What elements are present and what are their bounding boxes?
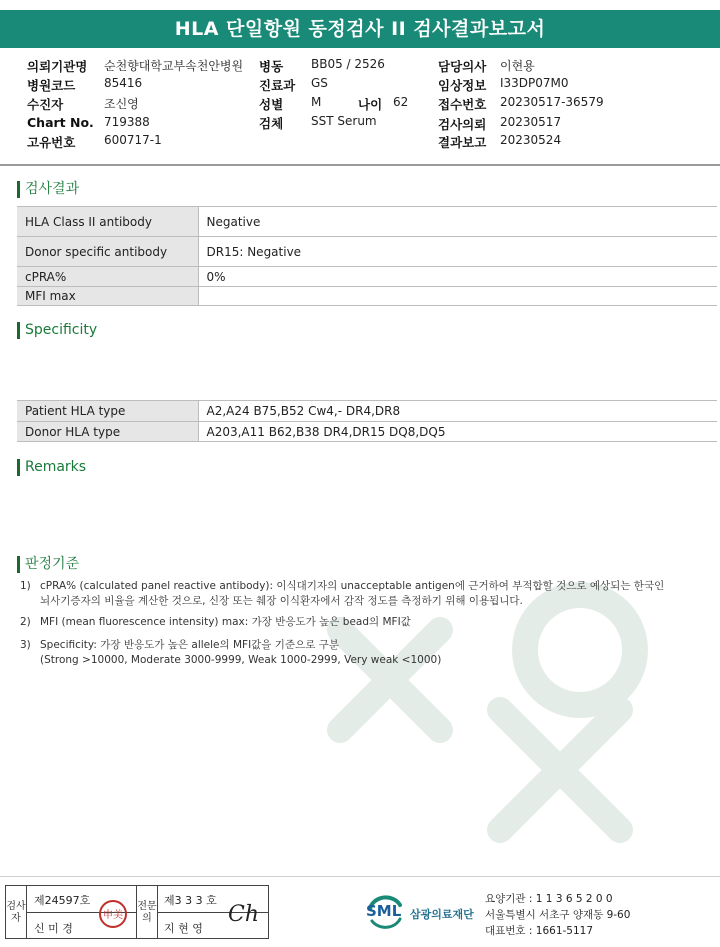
result-value: Negative [198, 207, 717, 237]
specificity-heading: Specificity [17, 321, 97, 339]
age-label: 나이 [358, 97, 383, 112]
institution-label: 의뢰기관명 [27, 59, 88, 74]
table-row [17, 287, 717, 306]
list-item-number: 1) [20, 580, 31, 592]
request-date-value: 20230517 [500, 115, 562, 129]
criteria-text: (Strong >10000, Moderate 3000-9999, Weak 1000-2999, Very weak <1000) [40, 654, 442, 666]
sex-label: 성별 [259, 97, 284, 112]
examiner-license-no: 제24597호 [34, 894, 91, 907]
criteria-heading: 판정기준 [17, 555, 79, 573]
examiner-title: 검사자 [6, 886, 27, 939]
age-value: 62 [393, 95, 409, 109]
chart-no-value: 719388 [104, 115, 150, 129]
receipt-no-label: 접수번호 [438, 97, 487, 112]
report-date-label: 결과보고 [438, 135, 487, 150]
criteria-text: cPRA% (calculated panel reactive antibody): 이식대기자의 unacceptable antigen에 근거하여 부적합할 것으로 예상되는 한국인 [40, 580, 665, 592]
organization-phone: 대표번호 : 1661-5117 [485, 925, 594, 937]
results-heading: 검사결과 [17, 180, 79, 198]
dept-value: GS [311, 76, 328, 90]
institution-value: 순천향대학교부속천안병원 [104, 59, 244, 73]
clinical-info-label: 임상정보 [438, 78, 487, 93]
logo-text: SML [366, 902, 402, 920]
svg-text:申美: 申美 [103, 910, 123, 921]
hospital-code-label: 병원코드 [27, 78, 76, 93]
doctor-value: 이현용 [500, 59, 535, 73]
criteria-list [20, 579, 700, 674]
result-label: Donor specific antibody [17, 237, 198, 267]
list-item [20, 638, 700, 668]
specimen-value: SST Serum [311, 114, 377, 128]
hla-type-label: Donor HLA type [17, 422, 198, 442]
report-date-value: 20230524 [500, 133, 562, 147]
doctor-label: 담당의사 [438, 59, 487, 74]
remarks-heading: Remarks [17, 458, 86, 476]
list-item-number: 2) [20, 616, 31, 628]
table-row [17, 401, 717, 422]
hla-type-table [17, 400, 717, 442]
result-value [198, 287, 717, 306]
header-divider [0, 164, 720, 166]
organization-address: 서울특별시 서초구 양재동 9-60 [485, 909, 631, 921]
ward-label: 병동 [259, 59, 284, 74]
criteria-text: MFI (mean fluorescence intensity) max: 가장 반응도가 높은 bead의 MFI값 [40, 616, 411, 628]
criteria-text: Specificity: 가장 반응도가 높은 allele의 MFI값을 기준으로 구분 [40, 639, 339, 651]
organization-logo [364, 891, 484, 933]
result-label: HLA Class II antibody [17, 207, 198, 237]
signature-box [5, 885, 269, 939]
result-label: cPRA% [17, 267, 198, 287]
criteria-text: 뇌사기증자의 비율을 계산한 것으로, 신장 또는 췌장 이식환자에서 감작 정도를 측정하기 위해 이용됩니다. [40, 595, 523, 607]
unique-no-label: 고유번호 [27, 135, 76, 150]
list-item-number: 3) [20, 639, 31, 651]
hla-type-value: A2,A24 B75,B52 Cw4,- DR4,DR8 [198, 401, 717, 422]
list-item [20, 579, 700, 609]
organization-info [485, 891, 630, 939]
hla-type-label: Patient HLA type [17, 401, 198, 422]
unique-no-value: 600717-1 [104, 133, 162, 147]
ward-value: BB05 / 2526 [311, 57, 385, 71]
table-row [17, 207, 717, 237]
sex-value: M [311, 95, 322, 109]
result-value: DR15: Negative [198, 237, 717, 267]
dept-label: 진료과 [259, 78, 296, 93]
request-date-label: 검사의뢰 [438, 117, 487, 132]
patient-label: 수진자 [27, 97, 64, 112]
organization-code: 요양기관 : 1 1 3 6 5 2 0 0 [485, 893, 613, 905]
list-item [20, 615, 700, 630]
specimen-label: 검체 [259, 116, 284, 131]
examiner-seal-icon [98, 899, 128, 929]
specialist-title: 전문의 [137, 886, 158, 939]
table-row [17, 267, 717, 287]
specialist-name: 지 현 영 [164, 922, 203, 935]
specialist-license-no: 제3 3 3 호 [164, 894, 217, 907]
report-title: HLA 단일항원 동정검사 II 검사결과보고서 [0, 10, 720, 48]
patient-value: 조신영 [104, 97, 139, 111]
specialist-signature: Ch [228, 902, 260, 927]
table-row [17, 422, 717, 442]
receipt-no-value: 20230517-36579 [500, 95, 604, 109]
organization-name: 삼광의료재단 [410, 908, 474, 921]
chart-no-label: Chart No. [27, 115, 94, 130]
hospital-code-value: 85416 [104, 76, 143, 90]
results-table [17, 206, 717, 306]
patient-info-block [0, 57, 720, 153]
table-row [17, 237, 717, 267]
examiner-name: 신 미 경 [34, 922, 73, 935]
report-footer [0, 876, 720, 947]
hla-type-value: A203,A11 B62,B38 DR4,DR15 DQ8,DQ5 [198, 422, 717, 442]
clinical-info-value: I33DP07M0 [500, 76, 569, 90]
result-label: MFI max [17, 287, 198, 306]
result-value: 0% [198, 267, 717, 287]
